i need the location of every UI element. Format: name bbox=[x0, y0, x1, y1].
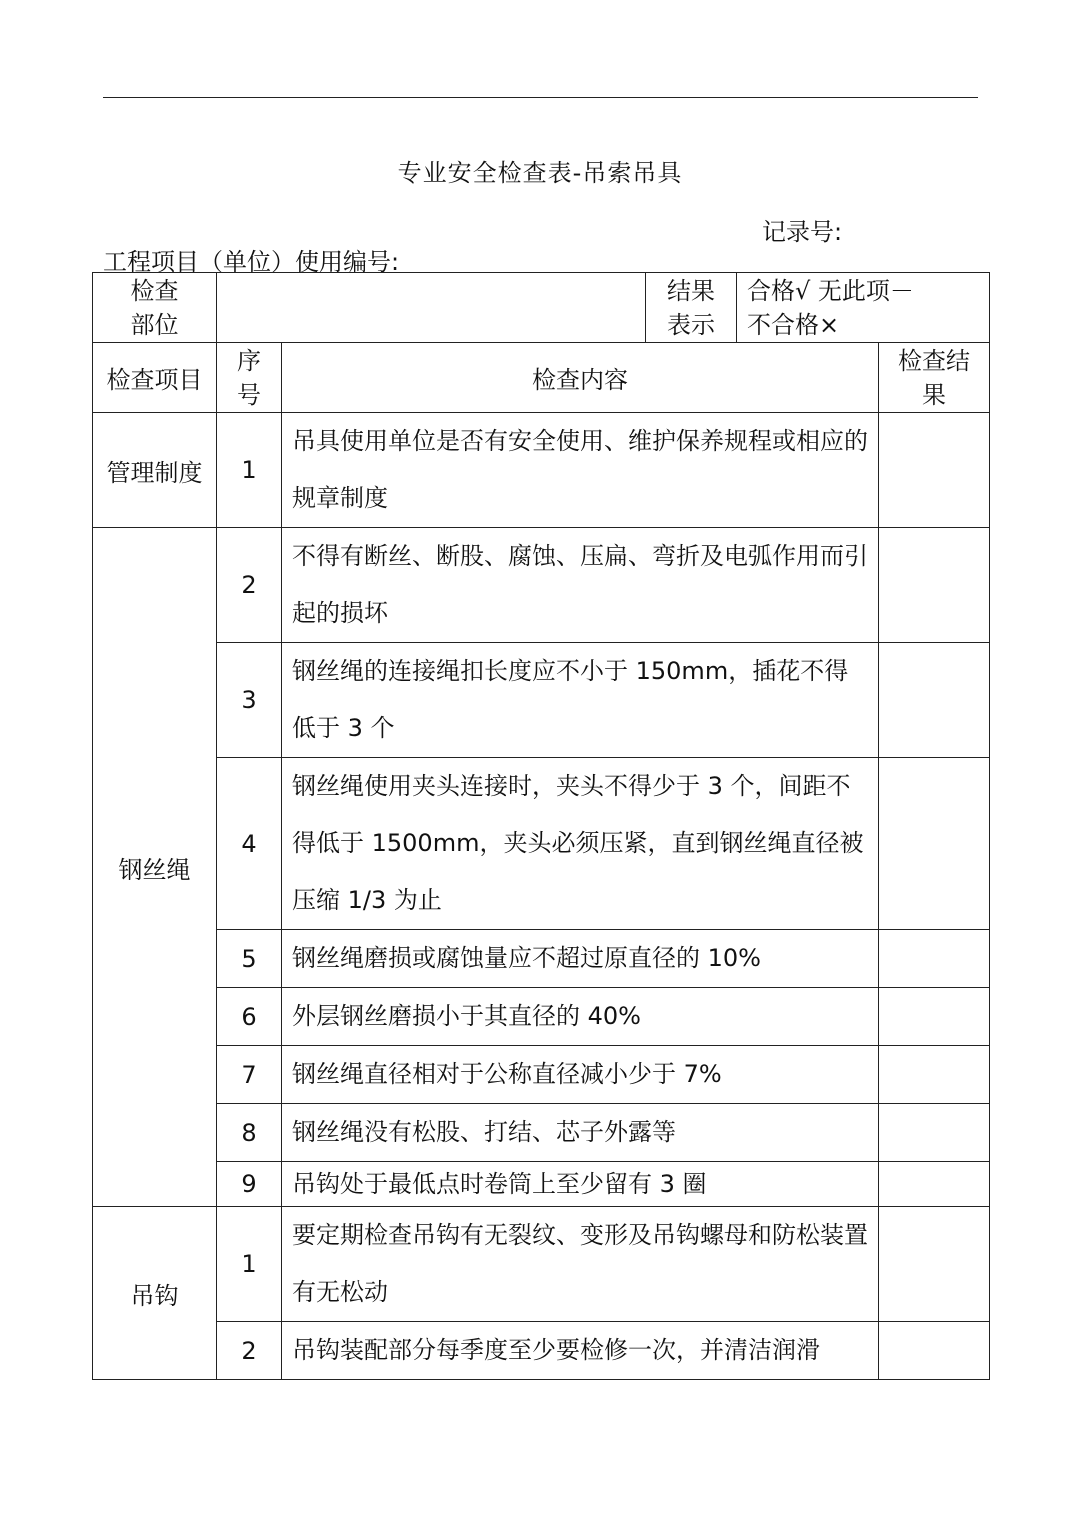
result-legend-label-cell: 结果 表示 bbox=[646, 273, 737, 343]
result-cell[interactable] bbox=[879, 930, 990, 988]
result-cell[interactable] bbox=[879, 1104, 990, 1162]
result-cell[interactable] bbox=[879, 988, 990, 1046]
table-row bbox=[93, 1046, 990, 1104]
document-title: 专业安全检查表-吊索吊具 bbox=[397, 159, 683, 187]
seq-cell: 1 bbox=[217, 1207, 282, 1322]
seq-cell: 5 bbox=[217, 930, 282, 988]
column-header-row bbox=[93, 343, 990, 413]
content-cell: 钢丝绳直径相对于公称直径减小少于 7% bbox=[282, 1046, 879, 1104]
result-cell[interactable] bbox=[879, 413, 990, 528]
result-cell[interactable] bbox=[879, 1322, 990, 1380]
table-row bbox=[93, 1104, 990, 1162]
seq-cell: 7 bbox=[217, 1046, 282, 1104]
seq-cell: 4 bbox=[217, 758, 282, 930]
record-number-label: 记录号: bbox=[762, 218, 843, 246]
seq-cell: 9 bbox=[217, 1162, 282, 1207]
content-cell: 吊具使用单位是否有安全使用、维护保养规程或相应的规章制度 bbox=[282, 413, 879, 528]
result-cell[interactable] bbox=[879, 643, 990, 758]
seq-cell: 2 bbox=[217, 1322, 282, 1380]
table-row bbox=[93, 758, 990, 930]
content-cell: 吊钩处于最低点时卷筒上至少留有 3 圈 bbox=[282, 1162, 879, 1207]
result-cell[interactable] bbox=[879, 528, 990, 643]
group-cell-management: 管理制度 bbox=[93, 413, 217, 528]
inspection-table bbox=[92, 272, 990, 1380]
seq-cell: 8 bbox=[217, 1104, 282, 1162]
result-cell[interactable] bbox=[879, 1162, 990, 1207]
group-cell-hook: 吊钩 bbox=[93, 1207, 217, 1380]
table-row bbox=[93, 1322, 990, 1380]
table-row bbox=[93, 988, 990, 1046]
content-cell: 钢丝绳磨损或腐蚀量应不超过原直径的 10% bbox=[282, 930, 879, 988]
seq-cell: 2 bbox=[217, 528, 282, 643]
project-label: 工程项目（单位）使用编号: bbox=[103, 248, 400, 276]
seq-cell: 6 bbox=[217, 988, 282, 1046]
header-info-row bbox=[93, 273, 990, 343]
table-row bbox=[93, 1162, 990, 1207]
group-cell-wire-rope: 钢丝绳 bbox=[93, 528, 217, 1207]
content-cell: 钢丝绳使用夹头连接时，夹头不得少于 3 个，间距不得低于 1500mm，夹头必须压紧，直到钢丝绳直径被压缩 1/3 为止 bbox=[282, 758, 879, 930]
seq-cell: 1 bbox=[217, 413, 282, 528]
content-cell: 吊钩装配部分每季度至少要检修一次，并清洁润滑 bbox=[282, 1322, 879, 1380]
result-cell[interactable] bbox=[879, 758, 990, 930]
result-cell[interactable] bbox=[879, 1207, 990, 1322]
part-value-cell[interactable] bbox=[217, 273, 646, 343]
part-label-cell: 检查 部位 bbox=[93, 273, 217, 343]
content-cell: 钢丝绳没有松股、打结、芯子外露等 bbox=[282, 1104, 879, 1162]
result-legend-cell: 合格√ 无此项－ 不合格× bbox=[737, 273, 990, 343]
table-row bbox=[93, 643, 990, 758]
content-cell: 钢丝绳的连接绳扣长度应不小于 150mm，插花不得低于 3 个 bbox=[282, 643, 879, 758]
col-header-item: 检查项目 bbox=[93, 343, 217, 413]
content-cell: 外层钢丝磨损小于其直径的 40% bbox=[282, 988, 879, 1046]
table-row bbox=[93, 528, 990, 643]
content-cell: 不得有断丝、断股、腐蚀、压扁、弯折及电弧作用而引起的损坏 bbox=[282, 528, 879, 643]
col-header-seq: 序 号 bbox=[217, 343, 282, 413]
table-row bbox=[93, 930, 990, 988]
col-header-content: 检查内容 bbox=[282, 343, 879, 413]
seq-cell: 3 bbox=[217, 643, 282, 758]
content-cell: 要定期检查吊钩有无裂纹、变形及吊钩螺母和防松装置有无松动 bbox=[282, 1207, 879, 1322]
table-row bbox=[93, 1207, 990, 1322]
col-header-result: 检查结 果 bbox=[879, 343, 990, 413]
table-row bbox=[93, 413, 990, 528]
top-rule bbox=[103, 97, 978, 98]
result-cell[interactable] bbox=[879, 1046, 990, 1104]
